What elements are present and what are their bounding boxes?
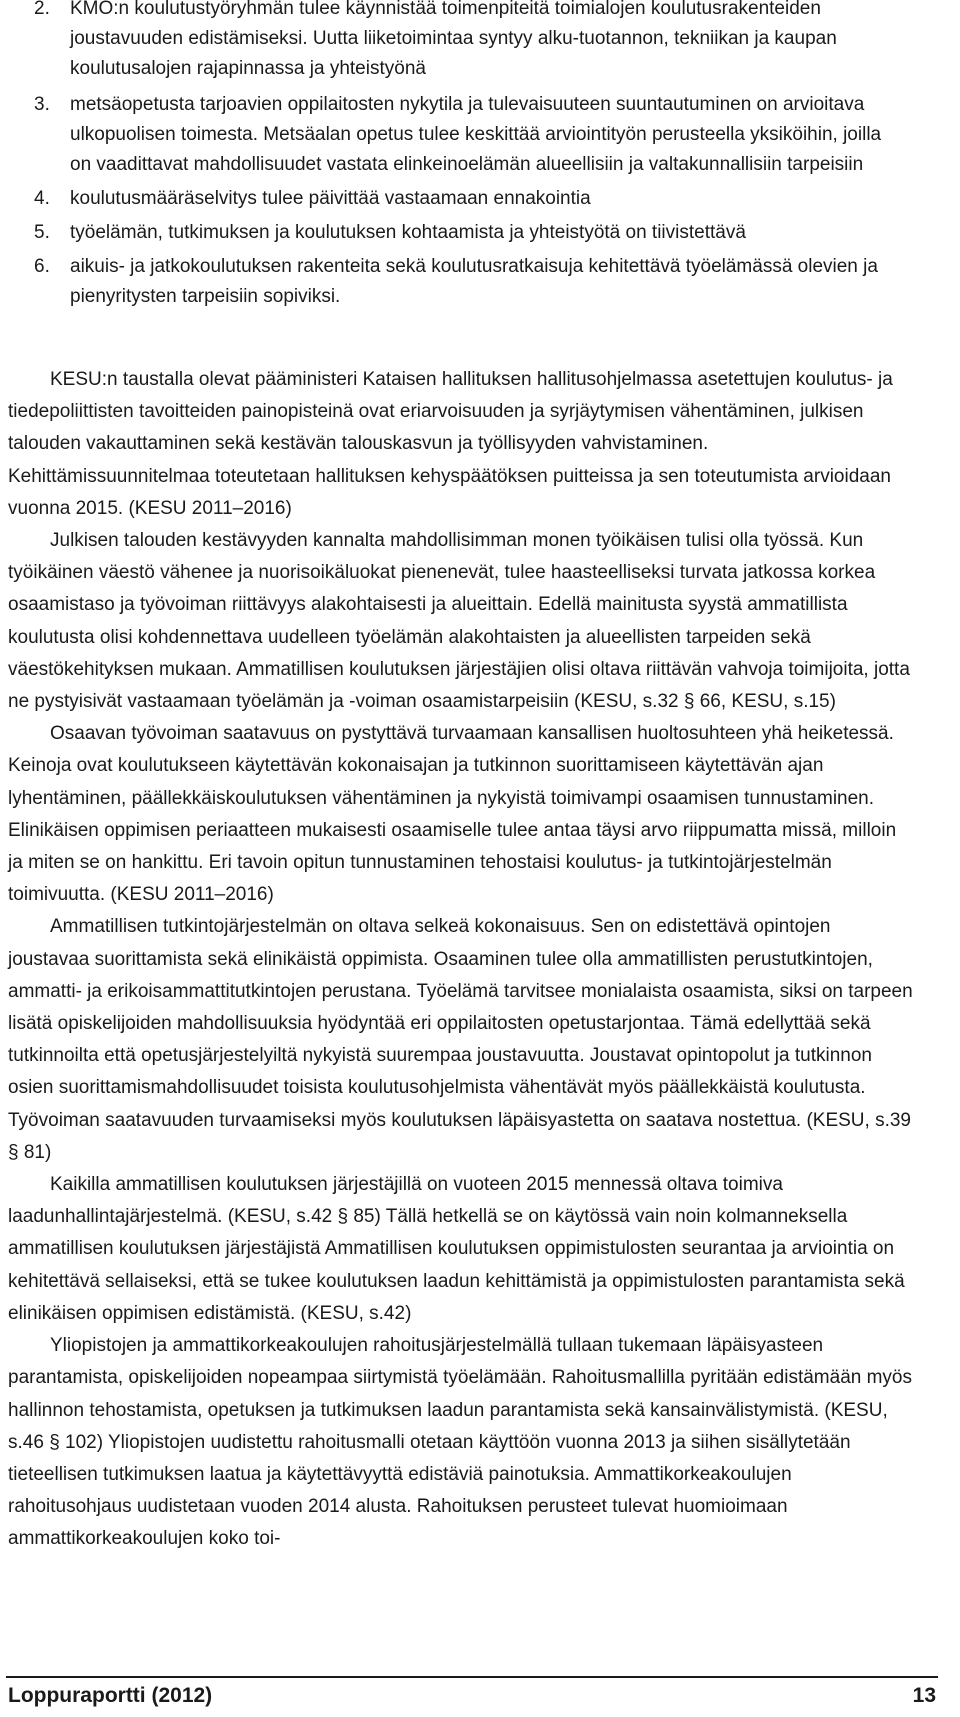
- list-item-text: KMO:n koulutustyöryhmän tulee käynnistää toimenpiteitä toimialojen koulutusrakenteiden joustavuuden edistämiseksi. Uutta liiketoimintaa syntyy alku-tuotannon, tekniikan ja kaupan koulutusalojen rajapinnassa ja yhteistyönä: [70, 0, 837, 79]
- list-item: [0, 252, 960, 312]
- paragraph: Yliopistojen ja ammattikorkeakoulujen rahoitusjärjestelmällä tullaan tukemaan läpäisyasteen parantamista, opiskelijoiden nopeampaa siirtymistä työelämään. Rahoitusmallilla pyritään edistämään myös hallinnon tehostamista, opetuksen ja tutkimuksen laadun parantamista sekä kansainvälistymistä. (KESU, s.46 § 102) Yliopistojen uudistettu rahoitusmalli otetaan käyttöön vuonna 2013 ja siihen sisällytetään tieteellisen tutkimuksen laatua ja käytettävyyttä edistäviä painotuksia. Ammattikorkeakoulujen rahoitusohjaus uudistetaan vuoden 2014 alusta. Rahoituksen perusteet tulevat huomioimaan ammattikorkeakoulujen koko toi-: [8, 1335, 913, 1550]
- list-item-text: koulutusmääräselvitys tulee päivittää vastaamaan ennakointia: [70, 188, 591, 209]
- paragraph: Kaikilla ammatillisen koulutuksen järjestäjillä on vuoteen 2015 mennessä oltava toimiva laadunhallintajärjestelmä. (KESU, s.42 § 85) Tällä hetkellä se on käytössä vain noin kolmanneksella ammatillisen koulutuksen järjestäjistä Ammatillisen koulutuksen oppimistulosten seurantaa ja arviointia on kehitettävä sellaiseksi, että se tukee koulutuksen laadun kehittämistä ja oppimistulosten parantamista sekä elinikäisen oppimisen edistämistä. (KESU, s.42): [8, 1174, 905, 1324]
- page-number: 13: [912, 1684, 936, 1707]
- list-item-text: aikuis- ja jatkokoulutuksen rakenteita sekä koulutusratkaisuja kehitettävä työelämässä olevien ja pienyritysten tarpeisiin sopiviksi.: [70, 256, 878, 307]
- list-item-number: 6.: [34, 256, 50, 277]
- paragraph: KESU:n taustalla olevat pääministeri Kataisen hallituksen hallitusohjelmassa asetettujen koulutus- ja tiedepoliittisten tavoitteiden painopisteinä ovat eriarvoisuuden ja syrjäytymisen vähentäminen, julkisen talouden vakauttaminen sekä kestävän talouskasvun ja työllisyyden vahvistaminen. Kehittämissuunnitelmaa toteutetaan hallituksen kehyspäätöksen puitteissa ja sen toteutumista arvioidaan vuonna 2015. (KESU 2011–2016): [8, 369, 893, 519]
- footer-divider: [6, 1676, 938, 1678]
- body-text: [0, 364, 960, 1556]
- list-item-number: 5.: [34, 222, 50, 243]
- page-footer: [0, 1676, 960, 1717]
- paragraph: Julkisen talouden kestävyyden kannalta mahdollisimman monen työikäisen tulisi olla työssä. Kun työikäinen väestö vähenee ja nuorisoikäluokat pienenevät, tulee haasteelliseksi turvata jatkossa korkea osaamistaso ja työvoiman riittävyys alakohtaisesti ja alueittain. Edellä mainitusta syystä ammatillista koulutusta olisi kohdennettava uudelleen työelämän alakohtaisten ja alueellisten tarpeiden sekä väestökehityksen mukaan. Ammatillisen koulutuksen järjestäjien olisi oltava riittävän vahvoja toimijoita, jotta ne pystyisivät vastaamaan työelämän ja -voiman osaamistarpeisiin (KESU, s.32 § 66, KESU, s.15): [8, 530, 910, 713]
- list-item: [0, 184, 960, 214]
- list-item: [0, 218, 960, 248]
- list-item: [0, 90, 960, 180]
- list-item-number: 3.: [34, 94, 50, 115]
- paragraph: Osaavan työvoiman saatavuus on pystyttävä turvaamaan kansallisen huoltosuhteen yhä heiketessä. Keinoja ovat koulutukseen käytettävän kokonaisajan ja tutkinnon suorittamiseen käytettävän ajan lyhentäminen, päällekkäiskoulutuksen vähentäminen ja nykyistä toimivampi osaamisen tunnustaminen. Elinikäisen oppimisen periaatteen mukaisesti osaamiselle tulee antaa täysi arvo riippumatta missä, milloin ja miten se on hankittu. Eri tavoin opitun tunnustaminen tehostaisi koulutus- ja tutkintojärjestelmän toimivuutta. (KESU 2011–2016): [8, 723, 897, 906]
- paragraph: Ammatillisen tutkintojärjestelmän on oltava selkeä kokonaisuus. Sen on edistettävä opintojen joustavaa suorittamista sekä elinikäistä oppimista. Osaaminen tulee olla ammatillisten perustutkintojen, ammatti- ja erikoisammattitutkintojen perustana. Työelämä tarvitsee monialaista osaamista, siksi on tarpeen lisätä opiskelijoiden mahdollisuuksia hyödyntää eri oppilaitosten opetustarjontaa. Tämä edellyttää sekä tutkinnoilta että opetusjärjestelyiltä nykyistä suurempaa joustavuutta. Joustavat opintopolut ja tutkinnon osien suorittamismahdollisuudet toisista koulutusohjelmista vähentävät myös päällekkäistä koulutusta. Työvoiman saatavuuden turvaamiseksi myös koulutuksen läpäisyastetta on saatava nostettua. (KESU, s.39 § 81): [8, 916, 913, 1163]
- list-item-number: 2.: [34, 0, 50, 19]
- footer-title: Loppuraportti (2012): [8, 1684, 213, 1707]
- list-item: [0, 0, 960, 84]
- recommendation-list: [0, 0, 960, 316]
- list-item-number: 4.: [34, 188, 50, 209]
- list-item-text: työelämän, tutkimuksen ja koulutuksen kohtaamista ja yhteistyötä on tiivistettävä: [70, 222, 746, 243]
- list-item-text: metsäopetusta tarjoavien oppilaitosten nykytila ja tulevaisuuteen suuntautuminen on arvioitava ulkopuolisen toimesta. Metsäalan opetus tulee keskittää arviointityön perusteella yksiköihin, joilla on vaadittavat mahdollisuudet vastata elinkeinoelämän alueellisiin ja valtakunnallisiin tarpeisiin: [70, 94, 882, 175]
